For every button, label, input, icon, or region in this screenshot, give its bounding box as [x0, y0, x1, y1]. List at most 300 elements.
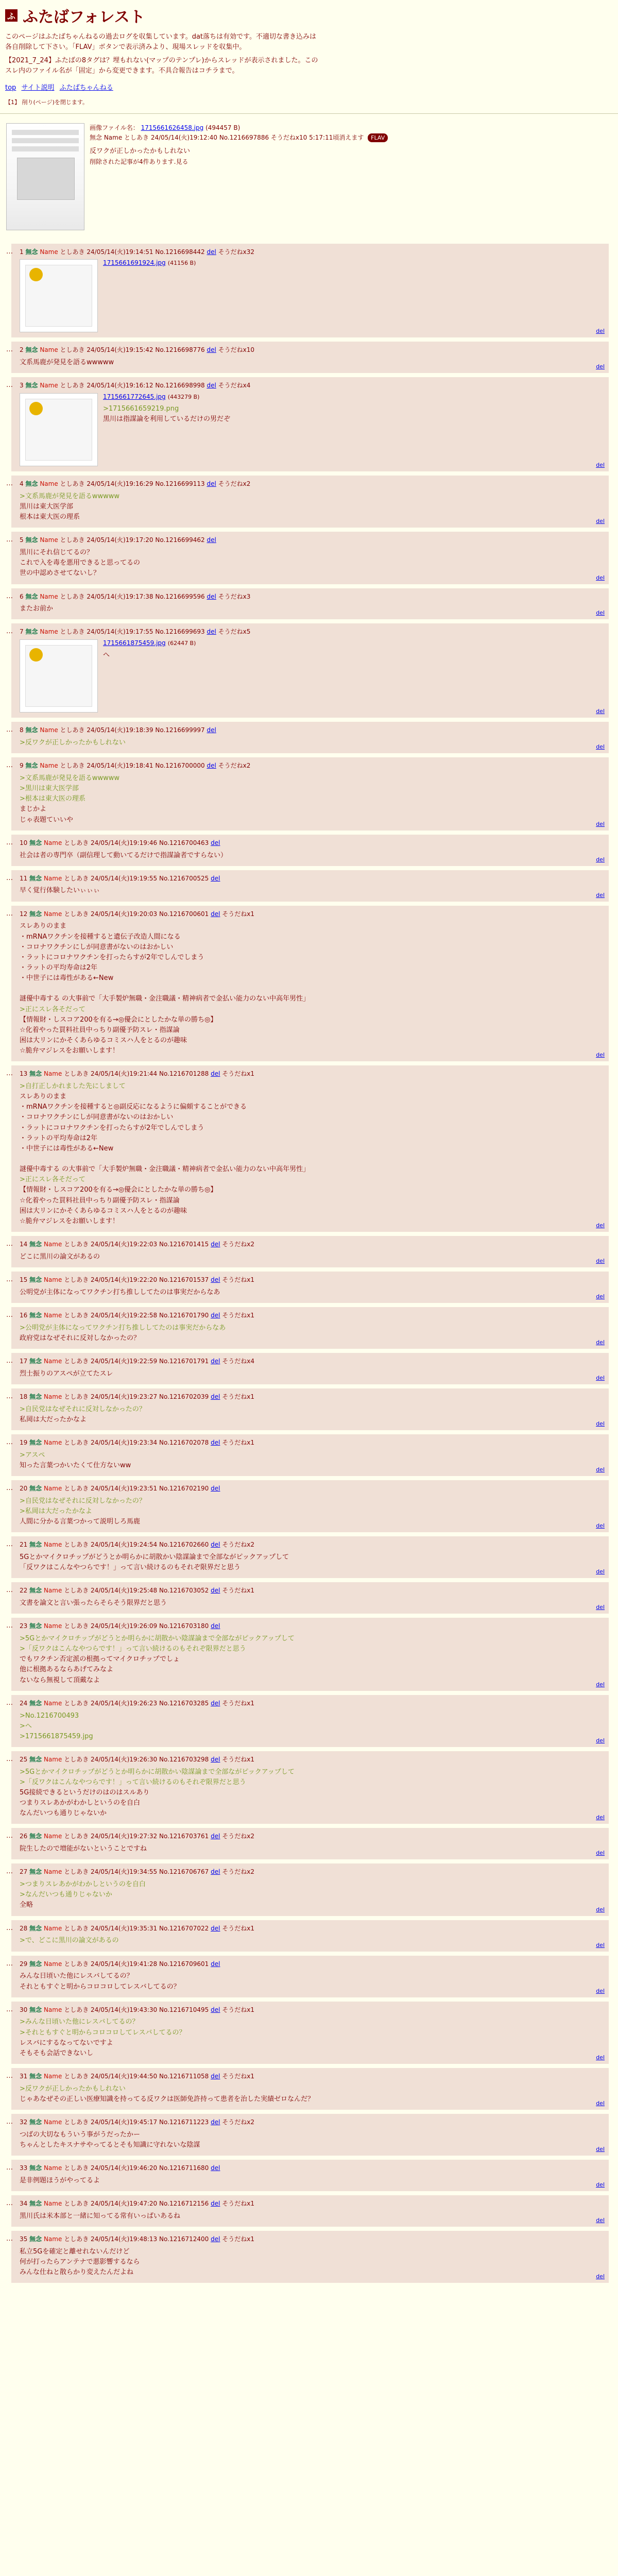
- reply-del-link[interactable]: del: [211, 1357, 220, 1365]
- reply-del-link-bottom[interactable]: del: [596, 1522, 605, 1530]
- reply: [6, 1863, 609, 1916]
- reply: [6, 1353, 609, 1384]
- reply-del-link[interactable]: del: [211, 1622, 220, 1630]
- reply-marker: …: [6, 1959, 13, 1968]
- reply-name: 無念: [29, 1868, 42, 1876]
- reply-del-link-bottom[interactable]: del: [596, 1941, 605, 1948]
- reply-uid: としあき: [64, 2073, 89, 2080]
- reply-del-link[interactable]: del: [211, 1393, 220, 1400]
- site-title: ふたばフォレスト: [23, 8, 145, 26]
- reply-no: No.1216699113: [155, 480, 205, 488]
- reply-text: >反ワクが正しかったかもしれない: [20, 739, 126, 747]
- op-file-line: [90, 123, 612, 133]
- reply-name: 無念: [29, 2164, 42, 2172]
- reply-date: 24/05/14(火)19:22:03: [91, 1240, 158, 1248]
- reply-date: 24/05/14(火)19:46:20: [91, 2164, 158, 2172]
- reply-date: 24/05/14(火)19:43:30: [91, 2006, 158, 2013]
- reply-attachment: [20, 639, 604, 713]
- reply-number: 11: [20, 874, 28, 882]
- reply: [6, 377, 609, 471]
- reply-attachment: [20, 393, 605, 469]
- reply: [6, 1618, 609, 1691]
- site-guide-link[interactable]: サイト説明: [21, 83, 55, 92]
- reply-date: 24/05/14(火)19:23:27: [91, 1393, 158, 1400]
- reply-name: 無念: [25, 346, 38, 354]
- reply-no: No.1216701791: [159, 1357, 209, 1365]
- reply-no: No.1216698442: [155, 248, 205, 256]
- reply-del-link-bottom[interactable]: del: [596, 820, 605, 827]
- reply-number: 24: [20, 1699, 28, 1707]
- reply-header: [20, 761, 604, 770]
- reply-marker: …: [6, 1540, 13, 1549]
- reply-date: 24/05/14(火)19:27:32: [91, 1833, 158, 1840]
- reply-marker: …: [6, 1699, 13, 1707]
- small-note: 【1】 削り(ページ)を閉じます。: [5, 98, 88, 106]
- reply-no: No.1216698776: [155, 346, 205, 354]
- reply-header: [20, 1540, 604, 1549]
- reply: [6, 2114, 609, 2156]
- reply-del-link-bottom[interactable]: del: [596, 328, 605, 335]
- reply-name: 無念: [29, 910, 42, 918]
- reply-no: No.1216712400: [159, 2235, 209, 2243]
- reply: [6, 623, 609, 718]
- reply-header: [20, 480, 604, 488]
- reply-uid: としあき: [60, 592, 85, 600]
- reply-del-link-bottom[interactable]: del: [596, 2217, 605, 2224]
- reply-header: [20, 1868, 604, 1876]
- notice: [5, 32, 319, 77]
- reply-file-link[interactable]: 1715661772645.jpg: [103, 393, 166, 401]
- reply-no: No.1216709601: [159, 1960, 209, 1968]
- reply-del-link[interactable]: del: [207, 726, 216, 734]
- reply-sodane[interactable]: そうだねx3: [218, 592, 251, 600]
- reply-del-link[interactable]: del: [211, 1924, 220, 1932]
- reply-del-link[interactable]: del: [207, 382, 216, 389]
- reply-number: 19: [20, 1438, 28, 1446]
- reply-text: またお前か: [20, 605, 54, 613]
- reply-del-link-bottom[interactable]: del: [596, 1604, 605, 1611]
- reply-text: >5Gとかマイクロチップがどうとか明らかに胡散かい陰謀論まで全部ながピックアップして >「反ワクはこんなやつらです！」って言い続けるのもそれぞ限界だと思う 5G接続できるというだけのはのはスルあり つまりスレあかがわかしというのを自白 なんだいつも通りじゃないか: [20, 1768, 295, 1818]
- reply-name: 無念: [25, 480, 38, 488]
- reply: [6, 1828, 609, 1859]
- reply-uid: としあき: [64, 1960, 89, 1968]
- reply-uid: としあき: [64, 1924, 89, 1932]
- reply-number: 26: [20, 1833, 28, 1840]
- reply-mail: Name: [43, 1587, 62, 1595]
- reply-number: 14: [20, 1240, 28, 1248]
- reply-del-link[interactable]: del: [211, 1438, 220, 1446]
- reply-file-meta: [103, 639, 604, 660]
- reply: [6, 835, 609, 866]
- reply: [6, 2068, 609, 2110]
- reply-mail: Name: [43, 1070, 62, 1078]
- reply-number: 18: [20, 1393, 28, 1400]
- reply-del-link[interactable]: del: [207, 536, 216, 544]
- reply-header: [20, 1240, 604, 1249]
- reply-text: 公明党が主体になってワクチン打ち推ししてたのは事実だからなあ: [20, 1288, 220, 1296]
- reply-uid: としあき: [60, 248, 85, 256]
- reply-uid: としあき: [64, 1833, 89, 1840]
- reply-uid: としあき: [60, 628, 85, 636]
- reply-uid: としあき: [64, 1699, 89, 1707]
- reply-marker: …: [6, 381, 13, 389]
- notice-line-1: このページはふたばちゃんねるの過去ログを収集しています。dat落ちは有効です。不適切な書き込みは各自削除して下さい。「FLAV」ボタンで表示済みより、現場スレッドを収集中。: [5, 33, 316, 52]
- reply-date: 24/05/14(火)19:45:17: [91, 2119, 158, 2126]
- reply-date: 24/05/14(火)19:18:39: [87, 726, 153, 734]
- reply-number: 20: [20, 1485, 28, 1493]
- reply-del-link-bottom[interactable]: del: [596, 1420, 605, 1427]
- reply-sodane[interactable]: そうだねx1: [222, 2235, 255, 2243]
- reply-date: 24/05/14(火)19:15:42: [87, 346, 153, 354]
- reply-text: どこに黒川の論文があるの: [20, 1252, 100, 1261]
- reply: [6, 2160, 609, 2191]
- reply-header: [20, 2164, 604, 2173]
- reply-header: [20, 1699, 604, 1708]
- reply-no: No.1216712156: [159, 2200, 209, 2208]
- reply-header: [20, 1070, 604, 1078]
- logo-icon: ふ: [5, 9, 18, 22]
- reply-uid: としあき: [64, 1240, 89, 1248]
- reply-sodane[interactable]: そうだねx4: [222, 1357, 255, 1365]
- reply-mail: Name: [43, 2235, 62, 2243]
- reply-del-link-bottom[interactable]: del: [596, 1052, 605, 1059]
- reply-date: 24/05/14(火)19:19:55: [91, 874, 158, 882]
- reply-date: 24/05/14(火)19:17:55: [87, 628, 153, 636]
- reply-sodane[interactable]: そうだねx5: [218, 628, 251, 636]
- reply-number: 6: [20, 592, 24, 600]
- reply-uid: としあき: [64, 1357, 89, 1365]
- reply-marker: …: [6, 247, 13, 256]
- reply-sodane[interactable]: そうだねx1: [222, 2073, 255, 2080]
- reply: [6, 1956, 609, 1997]
- reply-del-link[interactable]: del: [211, 839, 220, 846]
- reply-marker: …: [6, 838, 13, 846]
- reply-del-link-bottom[interactable]: del: [596, 2146, 605, 2153]
- reply-uid: としあき: [64, 910, 89, 918]
- op-file-link[interactable]: 1715661626458.jpg: [141, 124, 204, 131]
- reply-header: [20, 1832, 604, 1841]
- reply-del-link-bottom[interactable]: del: [596, 2054, 605, 2061]
- reply-no: No.1216711058: [159, 2073, 209, 2080]
- reply-sodane[interactable]: そうだねx1: [222, 1070, 255, 1078]
- reply-del-link[interactable]: del: [211, 1311, 220, 1319]
- reply-del-link-bottom[interactable]: del: [596, 743, 605, 751]
- reply-file-meta: [103, 259, 604, 267]
- reply-sodane[interactable]: そうだねx1: [222, 1924, 255, 1932]
- reply-sodane[interactable]: そうだねx2: [222, 1541, 255, 1549]
- reply-del-link[interactable]: del: [211, 1755, 220, 1763]
- reply-name: 無念: [29, 1960, 42, 1968]
- reply-name: 無念: [25, 762, 38, 770]
- reply-thumbnail[interactable]: [20, 393, 98, 466]
- reply-text: 文書を論文と言い張ったらそらそう限界だと思う: [20, 1599, 167, 1607]
- reply-uid: としあき: [60, 536, 85, 544]
- reply-uid: としあき: [64, 1755, 89, 1763]
- reply-marker: …: [6, 2118, 13, 2126]
- reply-del-link-bottom[interactable]: del: [596, 2273, 605, 2280]
- reply-del-link[interactable]: del: [211, 874, 220, 882]
- reply-header: [20, 2235, 604, 2244]
- reply-number: 28: [20, 1924, 28, 1932]
- reply-del-link-bottom[interactable]: del: [596, 1737, 605, 1744]
- reply-name: 無念: [29, 1833, 42, 1840]
- reply-del-link[interactable]: del: [207, 628, 216, 636]
- reply-no: No.1216701415: [159, 1240, 209, 1248]
- reply-sodane[interactable]: そうだねx1: [222, 2006, 255, 2013]
- reply-no: No.1216698998: [155, 382, 205, 389]
- reply-del-link[interactable]: del: [211, 2073, 220, 2080]
- reply-sodane[interactable]: そうだねx1: [222, 1755, 255, 1763]
- reply: [6, 1307, 609, 1349]
- reply-del-link[interactable]: del: [211, 1070, 220, 1078]
- reply-header: [20, 1357, 604, 1366]
- reply-del-link-bottom[interactable]: del: [596, 1293, 605, 1300]
- reply-marker: …: [6, 761, 13, 770]
- reply-del-link[interactable]: del: [207, 762, 216, 770]
- reply-number: 21: [20, 1541, 28, 1549]
- reply-date: 24/05/14(火)19:41:28: [91, 1960, 158, 1968]
- reply-del-link-bottom[interactable]: del: [596, 1466, 605, 1473]
- reply-del-link-bottom[interactable]: del: [596, 2181, 605, 2189]
- reply-del-link[interactable]: del: [211, 2235, 220, 2243]
- reply-no: No.1216701288: [159, 1070, 209, 1078]
- reply-del-link-bottom[interactable]: del: [596, 1987, 605, 1994]
- reply-del-link-bottom[interactable]: del: [596, 574, 605, 581]
- reply-del-link-bottom[interactable]: del: [596, 856, 605, 863]
- reply-del-link[interactable]: del: [211, 1960, 220, 1968]
- reply-del-link[interactable]: del: [211, 1699, 220, 1707]
- reply-date: 24/05/14(火)19:47:20: [91, 2200, 158, 2208]
- reply-del-link-bottom[interactable]: del: [596, 1814, 605, 1821]
- reply-sodane[interactable]: そうだねx32: [218, 248, 255, 256]
- reply-del-link-bottom[interactable]: del: [596, 1681, 605, 1688]
- reply-name: 無念: [29, 2073, 42, 2080]
- reply-uid: としあき: [64, 839, 89, 846]
- reply-uid: としあき: [64, 1438, 89, 1446]
- op-thumbnail[interactable]: [6, 123, 84, 230]
- reply-date: 24/05/14(火)19:35:31: [91, 1924, 158, 1932]
- reply-mail: Name: [43, 1438, 62, 1446]
- reply-sodane[interactable]: そうだねx1: [222, 1276, 255, 1283]
- reply-file-info: (41156 B): [167, 260, 196, 267]
- reply-name: 無念: [29, 2200, 42, 2208]
- reply-del-link[interactable]: del: [211, 1868, 220, 1876]
- reply-sodane[interactable]: そうだねx1: [222, 2200, 255, 2208]
- reply-file-info: (443279 B): [167, 394, 200, 401]
- reply-marker: …: [6, 1240, 13, 1248]
- reply-name: 無念: [29, 1357, 42, 1365]
- reply-header: [20, 1484, 604, 1493]
- reply-marker: …: [6, 2164, 13, 2172]
- reply-no: No.1216711680: [159, 2164, 209, 2172]
- reply-del-link-bottom[interactable]: del: [596, 1568, 605, 1575]
- reply-header: [20, 1586, 604, 1595]
- reply-mail: Name: [43, 2073, 62, 2080]
- reply-sodane[interactable]: そうだねx10: [218, 346, 255, 354]
- reply-uid: としあき: [64, 1311, 89, 1319]
- reply-del-link[interactable]: del: [211, 1833, 220, 1840]
- reply-no: No.1216700463: [159, 839, 209, 846]
- reply-text: >自民党はなぜそれに反対しなかったの？ 私岡は大だったかなよ: [20, 1405, 146, 1423]
- reply-header: [20, 248, 604, 257]
- reply-mail: Name: [43, 1924, 62, 1932]
- reply-date: 24/05/14(火)19:22:59: [91, 1357, 158, 1365]
- reply-text: 黒川にそれ信じてるの？ これで入を毒を悪用できると思ってるの 世の中認めさせてないし？: [20, 549, 141, 578]
- reply-number: 9: [20, 762, 24, 770]
- reply: [6, 342, 609, 373]
- top-link[interactable]: top: [5, 83, 16, 92]
- reply-sodane[interactable]: そうだねx2: [218, 480, 251, 488]
- reply-del-link-bottom[interactable]: del: [596, 1374, 605, 1381]
- reply-mail: Name: [40, 726, 58, 734]
- reply-number: 29: [20, 1960, 28, 1968]
- reply-del-link-bottom[interactable]: del: [596, 708, 605, 715]
- reply-marker: …: [6, 874, 13, 882]
- reply-date: 24/05/14(火)19:26:09: [91, 1622, 158, 1630]
- op-body: [90, 123, 612, 167]
- site-header: [0, 0, 618, 106]
- reply-sodane[interactable]: そうだねx2: [218, 762, 251, 770]
- reply: [6, 1480, 609, 1532]
- reply-mail: Name: [43, 1311, 62, 1319]
- reply-del-link-bottom[interactable]: del: [596, 1222, 605, 1229]
- reply-sodane[interactable]: そうだねx1: [222, 1311, 255, 1319]
- reply-sodane[interactable]: そうだねx1: [222, 1393, 255, 1400]
- reply-date: 24/05/14(火)19:25:48: [91, 1587, 158, 1595]
- reply-name: 無念: [29, 1587, 42, 1595]
- reply-mail: Name: [40, 536, 58, 544]
- reply-del-link-bottom[interactable]: del: [596, 518, 605, 525]
- reply-sodane[interactable]: そうだねx2: [222, 1240, 255, 1248]
- reply-del-link[interactable]: del: [211, 1587, 220, 1595]
- reply-header: [20, 1438, 604, 1447]
- reply-number: 32: [20, 2119, 28, 2126]
- reply-del-link[interactable]: del: [211, 2006, 220, 2013]
- reply-del-link-bottom[interactable]: del: [596, 2100, 605, 2107]
- reply-sodane[interactable]: そうだねx1: [222, 1438, 255, 1446]
- reply-uid: としあき: [64, 1070, 89, 1078]
- flav-button[interactable]: FLAV: [368, 133, 388, 143]
- reply-date: 24/05/14(火)19:22:20: [91, 1276, 158, 1283]
- reply-del-link-bottom[interactable]: del: [596, 462, 605, 469]
- op-post: [6, 123, 612, 230]
- reply-del-link[interactable]: del: [207, 592, 216, 600]
- reply-del-link[interactable]: del: [211, 1485, 220, 1493]
- reply-mail: Name: [43, 2200, 62, 2208]
- reply-name: 無念: [29, 1485, 42, 1493]
- reply-thumbnail[interactable]: [20, 639, 98, 713]
- reply-header: [20, 1960, 604, 1969]
- reply-number: 4: [20, 480, 24, 488]
- reply-marker: …: [6, 1586, 13, 1595]
- reply-sodane[interactable]: そうだねx2: [222, 1833, 255, 1840]
- reply: [6, 1695, 609, 1747]
- reply-no: No.1216699462: [155, 536, 205, 544]
- reply-mail: Name: [40, 248, 58, 256]
- reply-del-link[interactable]: del: [207, 248, 216, 256]
- reply-del-link-bottom[interactable]: del: [596, 1338, 605, 1346]
- futaba-link[interactable]: ふたばちゃんねる: [59, 83, 113, 92]
- reply-del-link-bottom[interactable]: del: [596, 609, 605, 617]
- reply-del-link-bottom[interactable]: del: [596, 1906, 605, 1913]
- reply-no: No.1216699997: [155, 726, 205, 734]
- reply-del-link[interactable]: del: [211, 2200, 220, 2208]
- reply-sodane[interactable]: そうだねx4: [218, 382, 251, 389]
- reply-mail: Name: [43, 1541, 62, 1549]
- reply-no: No.1216710495: [159, 2006, 209, 2013]
- reply: [6, 1065, 609, 1232]
- reply-del-link[interactable]: del: [211, 1541, 220, 1549]
- reply-mail: Name: [43, 874, 62, 882]
- reply-del-link-bottom[interactable]: del: [596, 891, 605, 899]
- reply-del-link[interactable]: del: [211, 910, 220, 918]
- reply: [6, 476, 609, 528]
- reply-file-link[interactable]: 1715661875459.jpg: [103, 639, 166, 647]
- reply-mail: Name: [43, 1833, 62, 1840]
- reply-sodane[interactable]: そうだねx1: [222, 1587, 255, 1595]
- reply-marker: …: [6, 909, 13, 918]
- reply-number: 23: [20, 1622, 28, 1630]
- reply-thumbnail[interactable]: [20, 259, 98, 332]
- reply-del-link-bottom[interactable]: del: [596, 363, 605, 370]
- reply: [6, 1272, 609, 1303]
- reply-sodane[interactable]: そうだねx2: [222, 2119, 255, 2126]
- reply-uid: としあき: [60, 762, 85, 770]
- reply-del-link[interactable]: del: [211, 2119, 220, 2126]
- reply-name: 無念: [29, 1541, 42, 1549]
- reply-no: No.1216701790: [159, 1311, 209, 1319]
- reply-name: 無念: [29, 1924, 42, 1932]
- reply-del-link-bottom[interactable]: del: [596, 1850, 605, 1857]
- reply-file-info: (62447 B): [167, 640, 196, 647]
- reply-number: 5: [20, 536, 24, 544]
- reply-no: No.1216703180: [159, 1622, 209, 1630]
- reply-del-link-bottom[interactable]: del: [596, 1257, 605, 1264]
- reply-no: No.1216700525: [159, 874, 209, 882]
- reply-del-link[interactable]: del: [207, 346, 216, 354]
- reply-uid: としあき: [64, 1485, 89, 1493]
- reply-del-link[interactable]: del: [211, 2164, 220, 2172]
- thread: [0, 114, 618, 2329]
- reply-sodane[interactable]: そうだねx1: [222, 1699, 255, 1707]
- reply-no: No.1216702039: [159, 1393, 209, 1400]
- reply-header: [20, 346, 604, 354]
- reply-sodane[interactable]: そうだねx2: [222, 1868, 255, 1876]
- reply-date: 24/05/14(火)19:23:34: [91, 1438, 158, 1446]
- reply-name: 無念: [29, 2119, 42, 2126]
- reply-del-link[interactable]: del: [207, 480, 216, 488]
- reply-uid: としあき: [64, 2164, 89, 2172]
- reply-mail: Name: [43, 839, 62, 846]
- reply-no: No.1216707022: [159, 1924, 209, 1932]
- reply-del-link[interactable]: del: [211, 1240, 220, 1248]
- reply-marker: …: [6, 2005, 13, 2013]
- reply-text: >1715661659219.png 黒川は指謀論を利用しているだけの男だぞ: [103, 405, 231, 423]
- reply-sodane[interactable]: そうだねx1: [222, 910, 255, 918]
- reply-no: No.1216701537: [159, 1276, 209, 1283]
- reply-del-link[interactable]: del: [211, 1276, 220, 1283]
- reply-marker: …: [6, 1832, 13, 1840]
- reply-text: >公明党が主体になってワクチン打ち推ししてたのは事実だからなあ 政府党はなぜそれに反対しなかったの？: [20, 1324, 226, 1342]
- reply-name: 無念: [25, 248, 38, 256]
- reply-mail: Name: [43, 1276, 62, 1283]
- reply-text: 文系馬鹿が発見を語るwwwww: [20, 359, 114, 367]
- reply-no: No.1216711223: [159, 2119, 209, 2126]
- reply-date: 24/05/14(火)19:24:54: [91, 1541, 158, 1549]
- top-links: [5, 82, 613, 92]
- reply-number: 13: [20, 1070, 28, 1078]
- reply-file-link[interactable]: 1715661691924.jpg: [103, 259, 166, 267]
